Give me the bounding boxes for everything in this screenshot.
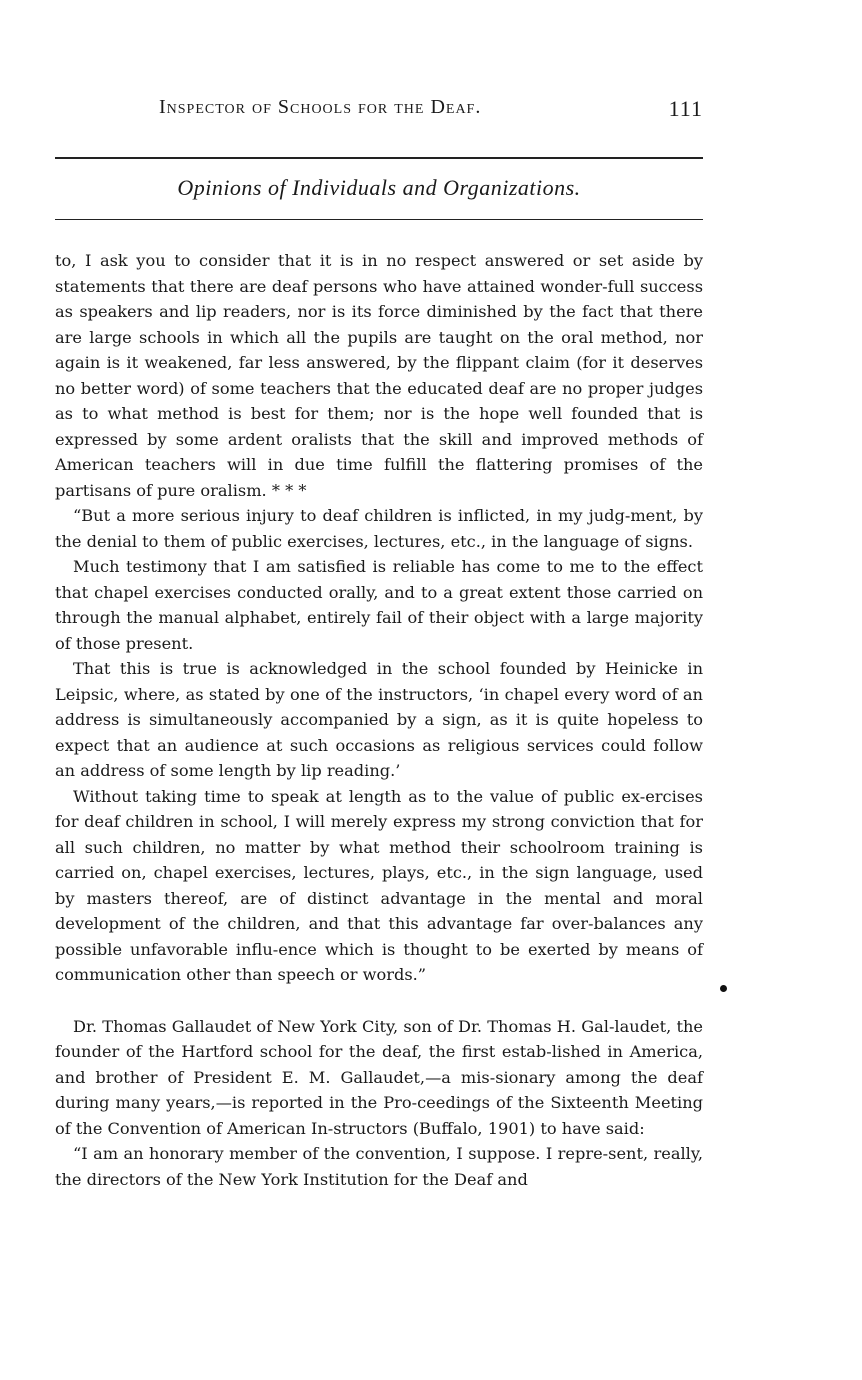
paragraph: to, I ask you to consider that it is in no respect answered or set aside by statements that there are deaf persons who have attained wonder-full success as speakers and lip readers, nor is its force diminished by the fact that there are large schools in which all the pupils are taught on the oral method, nor again is it weakened, far less answered, by the flippant claim (for it deserves no better word) of some teachers that the educated deaf are no proper judges as to what method is best for them; nor is the hope well founded that is expressed by some ardent oralists that the skill and improved methods of American teachers will in due time fulfill the flattering promises of the partisans of pure oralism. * * * xyxy=(55,251,703,500)
running-head xyxy=(159,96,703,126)
paragraph: Much testimony that I am satisfied is reliable has come to me to the effect that chapel exercises conducted orally, and to a great extent those carried on through the manual alphabet, entirely fail of their object with a large majority of those present. xyxy=(55,557,703,653)
ink-spot xyxy=(720,985,727,992)
paragraph: Without taking time to speak at length as to the value of public ex-ercises for deaf children in school, I will merely express my strong conviction that for all such children, no matter by what method their schoolroom training is carried on, chapel exercises, lectures, plays, etc., in the sign language, used by masters thereof, are of distinct advantage in the mental and moral development of the children, and that this advantage far over-balances any possible unfavorable influ-ence which is thought to be exerted by means of communication other than speech or words.” xyxy=(55,786,703,984)
paragraph: “But a more serious injury to deaf children is inflicted, in my judg-ment, by the denial to them of public exercises, lectures, etc., in the language of signs. xyxy=(55,506,703,551)
section-title: Opinions of Individuals and Organizations. xyxy=(177,175,581,200)
running-title: Inspector of Schools for the Deaf. xyxy=(159,96,482,118)
header-rule-top xyxy=(55,157,703,159)
body-text xyxy=(55,248,703,1192)
paragraph: “I am an honorary member of the convention, I suppose. I repre-sent, really, the directors of the New York Institution for the Deaf and xyxy=(55,1144,703,1189)
paragraph: Dr. Thomas Gallaudet of New York City, son of Dr. Thomas H. Gal-laudet, the founder of the Hartford school for the deaf, the first estab-lished in America, and brother of President E. M. Gallaudet,—a mis-sionary among the deaf during many years,—is reported in the Pro-ceedings of the Sixteenth Meeting of the Convention of American In-structors (Buffalo, 1901) to have said: xyxy=(55,1016,703,1138)
page-number: 111 xyxy=(668,96,703,121)
paragraph: That this is true is acknowledged in the school founded by Heinicke in Leipsic, where, as stated by one of the instructors, ‘in chapel every word of an address is simultaneously accompanied by a sign, as it is quite hopeless to expect that an audience at such occasions as religious services could follow an address of some length by lip reading.’ xyxy=(55,659,703,780)
header-rule-bottom xyxy=(55,219,703,220)
